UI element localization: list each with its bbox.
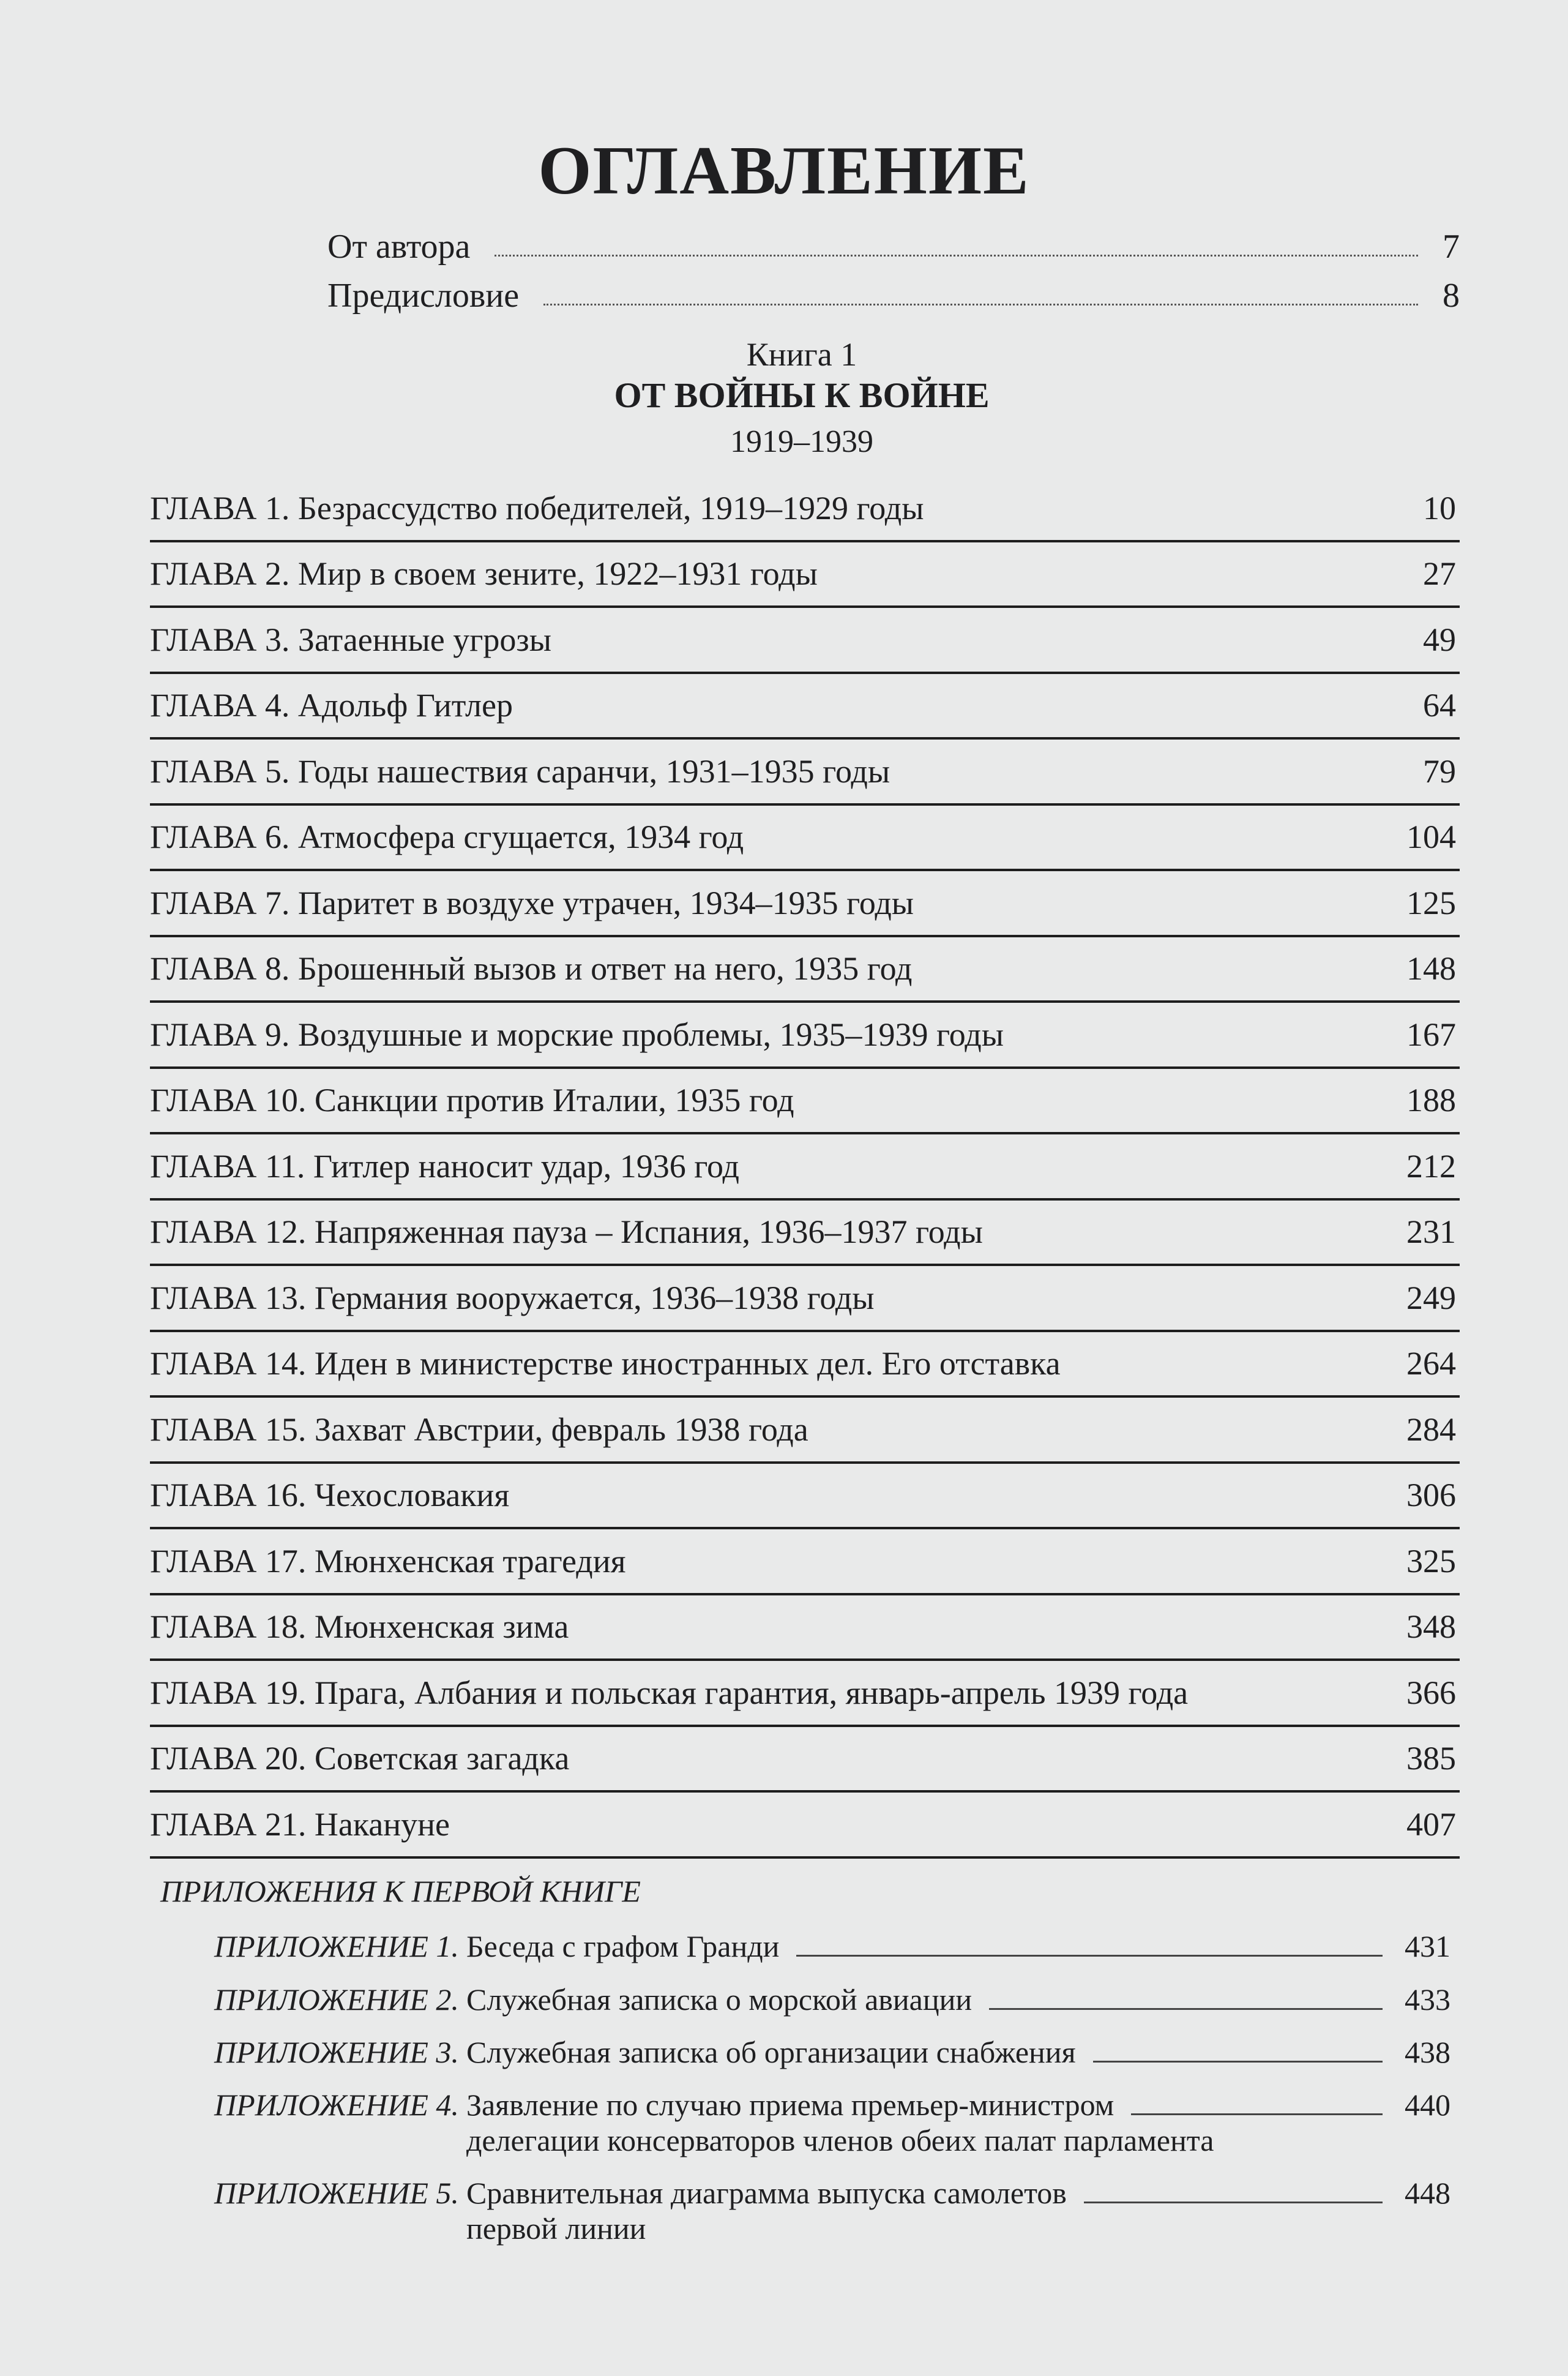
chapter-row (150, 1398, 1460, 1464)
leader-line (1131, 2113, 1383, 2115)
chapter-title: ГЛАВА 2. Мир в своем зените, 1922–1931 годы (150, 555, 818, 593)
book-number: Книга 1 (746, 336, 857, 373)
appendix-title: Заявление по случаю приема премьер-министром (466, 2088, 1114, 2122)
chapter-page: 10 (1423, 489, 1456, 527)
appendix-page: 448 (1405, 2176, 1450, 2210)
chapter-list (150, 476, 1460, 1859)
chapter-row (150, 1793, 1460, 1859)
appendix-prefix: ПРИЛОЖЕНИЕ 1. (214, 1929, 459, 1963)
chapter-row (150, 608, 1460, 674)
appendix-row (214, 2034, 1450, 2070)
book-years: 1919–1939 (730, 424, 873, 459)
chapter-page: 79 (1423, 752, 1456, 790)
chapter-title: ГЛАВА 3. Затаенные угрозы (150, 621, 552, 658)
chapter-row (150, 1727, 1460, 1793)
chapter-page: 231 (1406, 1213, 1456, 1251)
chapter-page: 366 (1406, 1674, 1456, 1711)
chapter-title: ГЛАВА 8. Брошенный вызов и ответ на него, 1935 год (150, 950, 913, 988)
chapter-title: ГЛАВА 13. Германия вооружается, 1936–1938 годы (150, 1279, 875, 1316)
chapter-page: 125 (1406, 884, 1456, 921)
chapter-row (150, 1332, 1460, 1398)
front-entry-page: 8 (1443, 277, 1460, 315)
leader-line (796, 1955, 1383, 1957)
chapter-title: ГЛАВА 21. Накануне (150, 1805, 450, 1843)
appendix-page: 438 (1405, 2035, 1450, 2069)
appendix-page: 431 (1405, 1929, 1450, 1963)
chapter-page: 306 (1406, 1477, 1456, 1514)
appendix-title: Беседа с графом Гранди (466, 1929, 780, 1963)
chapter-page: 264 (1406, 1345, 1456, 1382)
chapter-page: 27 (1423, 555, 1456, 593)
chapter-page: 188 (1406, 1082, 1456, 1119)
chapter-title: ГЛАВА 9. Воздушные и морские проблемы, 1935–1939 годы (150, 1016, 1004, 1053)
chapter-page: 385 (1406, 1740, 1456, 1777)
chapter-page: 325 (1406, 1542, 1456, 1580)
chapter-row (150, 937, 1460, 1003)
chapter-row (150, 1201, 1460, 1267)
chapter-row (150, 871, 1460, 937)
chapter-title: ГЛАВА 4. Адольф Гитлер (150, 687, 513, 724)
chapter-title: ГЛАВА 10. Санкции против Италии, 1935 год (150, 1082, 794, 1119)
appendix-row (214, 2175, 1450, 2246)
book-title: ОТ ВОЙНЫ К ВОЙНЕ (614, 375, 990, 415)
chapter-page: 49 (1423, 621, 1456, 658)
leader-line (1084, 2202, 1383, 2203)
appendix-title: Сравнительная диаграмма выпуска самолетов (466, 2176, 1067, 2210)
appendix-row (214, 1982, 1450, 2017)
front-entry-page: 7 (1443, 228, 1460, 266)
chapter-row (150, 1661, 1460, 1727)
front-entry-label: От автора (327, 228, 471, 266)
chapter-title: ГЛАВА 18. Мюнхенская зима (150, 1608, 569, 1646)
chapter-row (150, 1529, 1460, 1595)
chapter-title: ГЛАВА 6. Атмосфера сгущается, 1934 год (150, 819, 744, 856)
chapter-page: 167 (1406, 1016, 1456, 1053)
chapter-title: ГЛАВА 16. Чехословакия (150, 1477, 510, 1514)
appendix-prefix: ПРИЛОЖЕНИЕ 4. (214, 2088, 459, 2122)
chapter-title: ГЛАВА 15. Захват Австрии, февраль 1938 года (150, 1411, 808, 1448)
chapter-page: 407 (1406, 1805, 1456, 1843)
chapter-title: ГЛАВА 20. Советская загадка (150, 1740, 570, 1777)
chapter-row (150, 1464, 1460, 1530)
chapter-row (150, 674, 1460, 740)
appendix-title: Служебная записка об организации снабжения (466, 2035, 1076, 2069)
chapter-page: 64 (1423, 687, 1456, 724)
chapter-row (150, 1003, 1460, 1069)
chapter-row (150, 1134, 1460, 1201)
chapter-title: ГЛАВА 12. Напряженная пауза – Испания, 1936–1937 годы (150, 1213, 983, 1251)
chapter-row (150, 542, 1460, 609)
page-title: ОГЛАВЛЕНИЕ (538, 133, 1030, 209)
appendix-prefix: ПРИЛОЖЕНИЕ 5. (214, 2176, 459, 2210)
chapter-page: 284 (1406, 1411, 1456, 1448)
chapter-title: ГЛАВА 1. Безрассудство победителей, 1919–1929 годы (150, 489, 924, 527)
front-entry-author (327, 217, 1460, 266)
appendix-row (214, 2087, 1450, 2158)
dot-leader (543, 304, 1418, 305)
leader-line (1093, 2061, 1383, 2063)
chapter-page: 348 (1406, 1608, 1456, 1646)
chapter-title: ГЛАВА 5. Годы нашествия саранчи, 1931–1935 годы (150, 752, 890, 790)
chapter-title: ГЛАВА 19. Прага, Албания и польская гарантия, январь-апрель 1939 года (150, 1674, 1189, 1711)
appendix-row (214, 1928, 1450, 1964)
appendices-heading: ПРИЛОЖЕНИЯ К ПЕРВОЙ КНИГЕ (160, 1874, 641, 1908)
appendix-prefix: ПРИЛОЖЕНИЕ 2. (214, 1982, 459, 2017)
chapter-page: 249 (1406, 1279, 1456, 1316)
dot-leader (495, 255, 1418, 257)
front-entry-label: Предисловие (327, 277, 520, 315)
appendix-title-cont: первой линии (466, 2211, 646, 2246)
chapter-page: 212 (1406, 1147, 1456, 1185)
chapter-row (150, 1069, 1460, 1135)
appendix-page: 433 (1405, 1982, 1450, 2017)
chapter-title: ГЛАВА 17. Мюнхенская трагедия (150, 1542, 626, 1580)
appendix-prefix: ПРИЛОЖЕНИЕ 3. (214, 2035, 459, 2069)
chapter-row (150, 806, 1460, 872)
chapter-row (150, 1266, 1460, 1332)
chapter-title: ГЛАВА 11. Гитлер наносит удар, 1936 год (150, 1147, 739, 1185)
leader-line (989, 2008, 1383, 2010)
appendix-page: 440 (1405, 2088, 1450, 2122)
chapter-title: ГЛАВА 14. Иден в министерстве иностранных дел. Его отставка (150, 1345, 1061, 1382)
chapter-page: 104 (1406, 819, 1456, 856)
chapter-page: 148 (1406, 950, 1456, 988)
chapter-row (150, 476, 1460, 542)
chapter-row (150, 740, 1460, 806)
front-entry-preface (327, 266, 1460, 315)
appendix-title: Служебная записка о морской авиации (466, 1982, 973, 2017)
appendix-title-cont: делегации консерваторов членов обеих палат парламента (466, 2123, 1214, 2157)
chapter-title: ГЛАВА 7. Паритет в воздухе утрачен, 1934–1935 годы (150, 884, 914, 921)
chapter-row (150, 1595, 1460, 1662)
